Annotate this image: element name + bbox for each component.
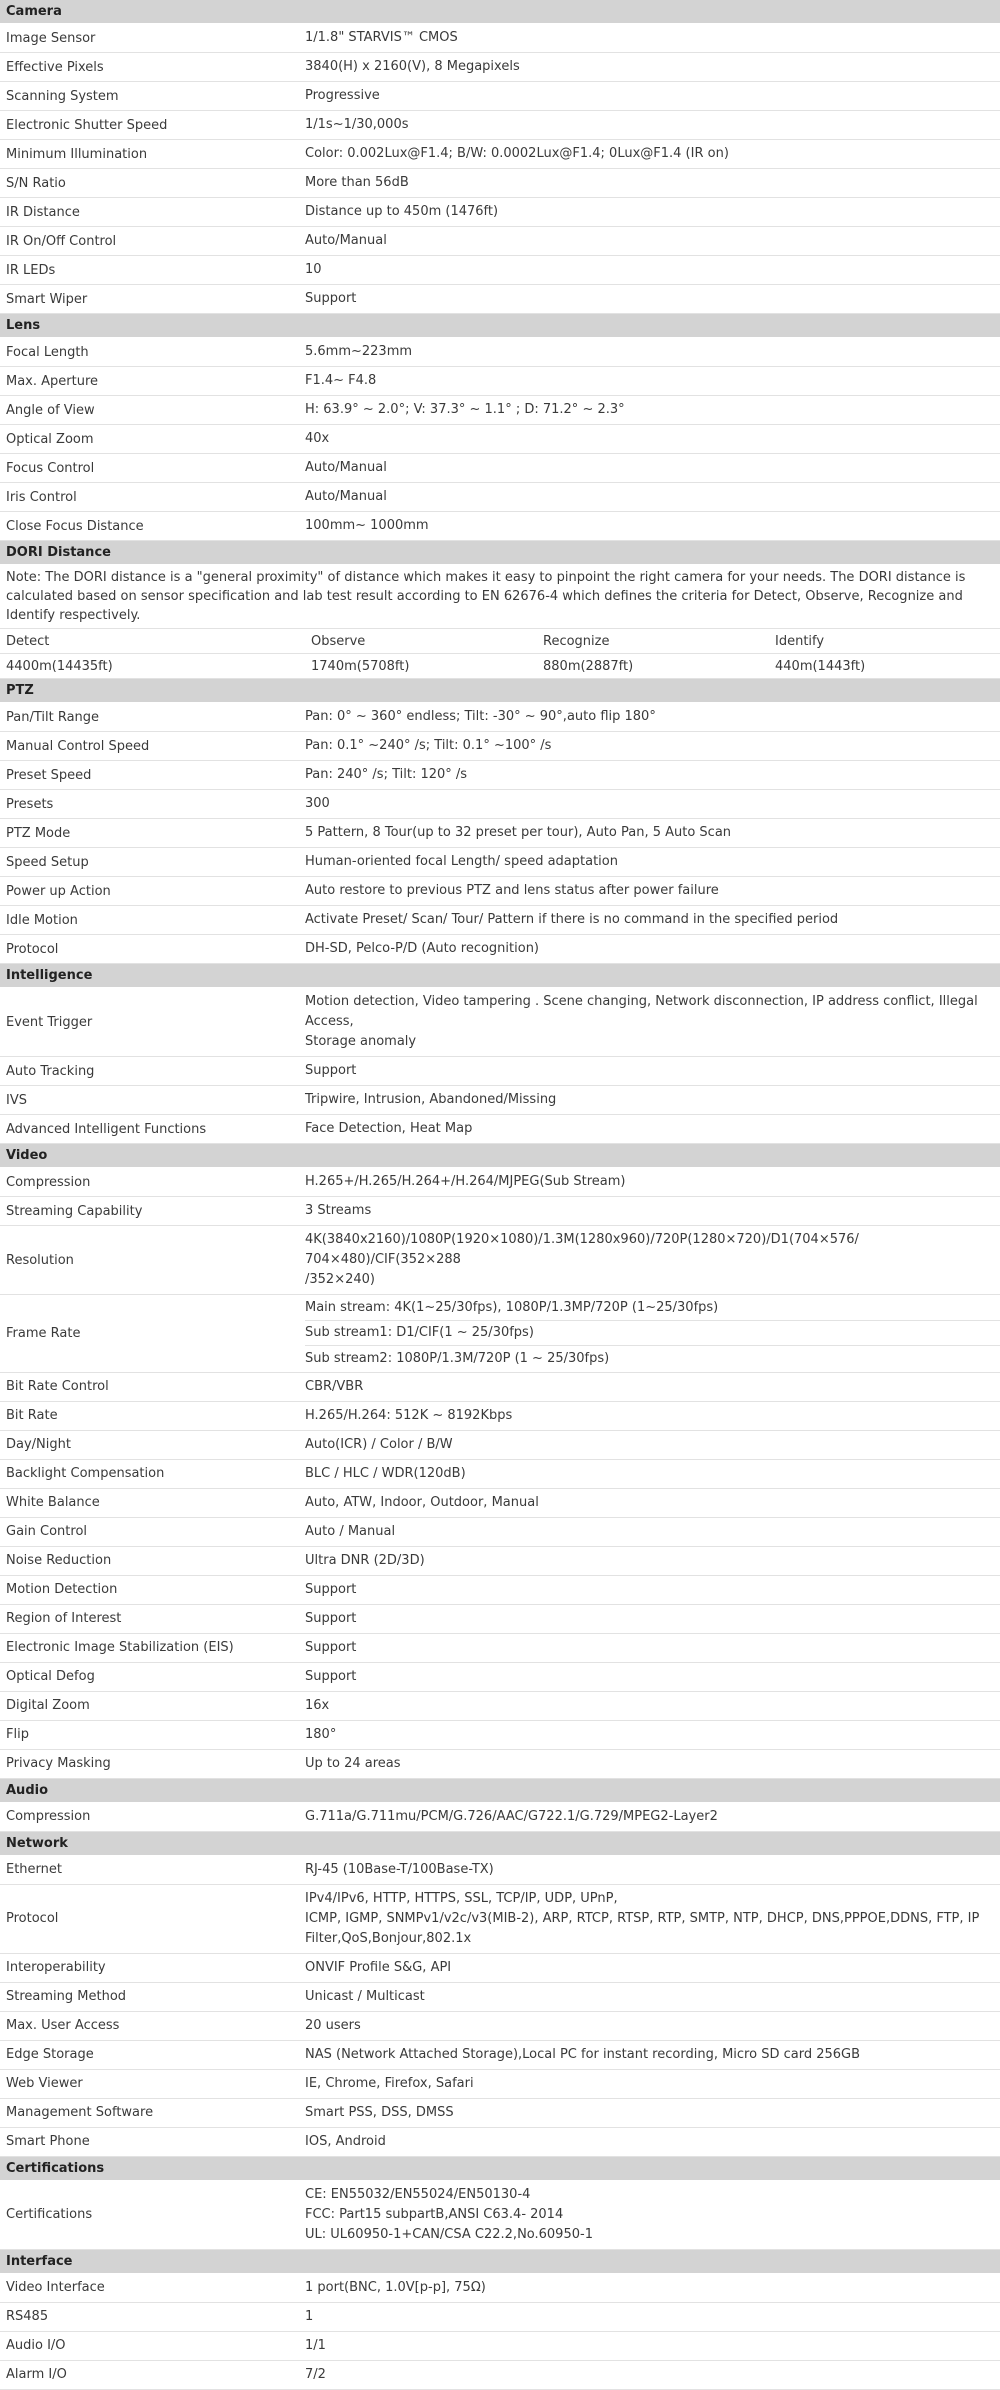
spec-row — [0, 2041, 1000, 2070]
spec-value-line: Pan: 0.1° ~240° /s; Tilt: 0.1° ~100° /s — [305, 738, 552, 753]
spec-row — [0, 2181, 1000, 2250]
spec-value — [305, 2099, 1000, 2127]
spec-row — [0, 2099, 1000, 2128]
spec-value-line: FCC: Part15 subpartB,ANSI C63.4- 2014 — [305, 2206, 564, 2222]
spec-label: Speed Setup — [6, 854, 89, 870]
spec-value-line: BLC / HLC / WDR(120dB) — [305, 1465, 466, 1481]
spec-label: Day/Night — [6, 1437, 71, 1452]
spec-label: Noise Reduction — [6, 1553, 112, 1568]
spec-value-line: Filter,QoS,Bonjour,802.1x — [305, 1930, 472, 1946]
spec-label: S/N Ratio — [6, 175, 66, 191]
spec-label: Idle Motion — [6, 912, 78, 928]
spec-row — [0, 111, 1000, 140]
spec-value-line: IOS, Android — [305, 2133, 386, 2149]
spec-label: Interoperability — [6, 1960, 106, 1975]
spec-value-line: 3840(H) x 2160(V), 8 Megapixels — [305, 59, 520, 74]
spec-value — [305, 285, 1000, 313]
spec-row — [0, 988, 1000, 1057]
spec-label: IR On/Off Control — [6, 233, 117, 249]
spec-value-line: Pan: 0° ~ 360° endless; Tilt: -30° ~ 90°,auto flip 180° — [305, 709, 656, 724]
spec-value-line: More than 56dB — [305, 175, 409, 190]
spec-value — [305, 256, 1000, 284]
spec-row — [0, 703, 1000, 732]
spec-label: Preset Speed — [6, 767, 92, 783]
spec-label: Ethernet — [6, 1862, 62, 1877]
spec-value — [305, 1373, 1000, 1401]
spec-row — [0, 169, 1000, 198]
spec-value-line: CBR/VBR — [305, 1378, 364, 1394]
spec-label: Web Viewer — [6, 2076, 83, 2091]
spec-value — [305, 2128, 1000, 2156]
spec-label: Max. User Access — [6, 2018, 120, 2033]
dori-cell: 1740m(5708ft) — [311, 658, 410, 674]
spec-label: Auto Tracking — [6, 1063, 95, 1079]
spec-label: Audio I/O — [6, 2338, 66, 2353]
spec-value — [305, 1954, 1000, 1982]
spec-label: RS485 — [6, 2309, 49, 2324]
spec-label: Frame Rate — [6, 1325, 81, 1341]
spec-value-line: Auto/Manual — [305, 460, 387, 475]
section-header: DORI Distance — [0, 541, 1000, 565]
spec-value — [305, 1518, 1000, 1546]
spec-value-line: Storage anomaly — [305, 1034, 417, 1049]
spec-label: Alarm I/O — [6, 2367, 67, 2382]
section-header: PTZ — [0, 679, 1000, 703]
spec-value — [305, 1547, 1000, 1575]
spec-row-frame-rate — [0, 1295, 1000, 1373]
spec-value-line: 20 users — [305, 2017, 361, 2033]
spec-row — [0, 1750, 1000, 1779]
frame-rate-line: Sub stream1: D1/CIF(1 ~ 25/30fps) — [305, 1321, 1000, 1347]
spec-label: Effective Pixels — [6, 59, 104, 75]
spec-label: Event Trigger — [6, 1014, 93, 1030]
spec-value — [305, 198, 1000, 226]
spec-row — [0, 1856, 1000, 1885]
spec-label: IR LEDs — [6, 262, 56, 278]
spec-row — [0, 1721, 1000, 1750]
spec-label: Compression — [6, 1809, 91, 1824]
spec-value — [305, 82, 1000, 110]
spec-value-line: Support — [305, 1610, 357, 1626]
spec-value — [305, 512, 1000, 540]
spec-value-line: /352×240) — [305, 1272, 375, 1287]
spec-row — [0, 2128, 1000, 2157]
section-header: Network — [0, 1832, 1000, 1856]
spec-value — [305, 1489, 1000, 1517]
spec-row — [0, 24, 1000, 53]
spec-value-line: 40x — [305, 431, 330, 446]
spec-label: Smart Wiper — [6, 291, 88, 307]
spec-label: Focal Length — [6, 344, 89, 360]
spec-row — [0, 1605, 1000, 1634]
spec-value-line: Activate Preset/ Scan/ Tour/ Pattern if there is no command in the specified period — [305, 912, 839, 927]
spec-value-line: 180° — [305, 1726, 337, 1742]
spec-value-line: Motion detection, Video tampering . Scene changing, Network disconnection, IP address conflict, Illegal Access, — [305, 994, 978, 1029]
spec-value — [305, 483, 1000, 511]
spec-value-line: F1.4~ F4.8 — [305, 373, 377, 388]
spec-row — [0, 877, 1000, 906]
section-header: Lens — [0, 314, 1000, 338]
spec-label: Iris Control — [6, 489, 77, 505]
spec-row — [0, 1057, 1000, 1086]
spec-value-line: ICMP, IGMP, SNMPv1/v2c/v3(MIB-2), ARP, RTCP, RTSP, RTP, SMTP, NTP, DHCP, DNS,PPPOE,DDNS, FTP, IP — [305, 1910, 980, 1926]
spec-row — [0, 425, 1000, 454]
spec-label: Presets — [6, 796, 54, 812]
spec-value — [305, 1856, 1000, 1884]
spec-row — [0, 1576, 1000, 1605]
spec-label: Management Software — [6, 2105, 154, 2120]
spec-value-line: Distance up to 450m (1476ft) — [305, 204, 499, 219]
spec-value-line: 1 port(BNC, 1.0V[p-p], 75Ω) — [305, 2279, 486, 2295]
frame-rate-line: Sub stream2: 1080P/1.3M/720P (1 ~ 25/30fps) — [305, 1351, 610, 1367]
spec-value-line: Unicast / Multicast — [305, 1988, 425, 2004]
spec-label: Bit Rate — [6, 1408, 58, 1423]
spec-value-line: 1/1s~1/30,000s — [305, 117, 409, 132]
spec-label: Scanning System — [6, 88, 119, 104]
dori-cell: 440m(1443ft) — [775, 658, 866, 674]
spec-value — [305, 1634, 1000, 1662]
spec-value-line: NAS (Network Attached Storage),Local PC for instant recording, Micro SD card 256GB — [305, 2046, 861, 2062]
spec-value — [305, 227, 1000, 255]
spec-row — [0, 1086, 1000, 1115]
spec-row — [0, 1373, 1000, 1402]
spec-label: Max. Aperture — [6, 373, 99, 389]
spec-value — [305, 1721, 1000, 1749]
spec-value-line: 5 Pattern, 8 Tour(up to 32 preset per tour), Auto Pan, 5 Auto Scan — [305, 825, 732, 840]
spec-value-line: G.711a/G.711mu/PCM/G.726/AAC/G722.1/G.729/MPEG2-Layer2 — [305, 1808, 718, 1824]
spec-value — [305, 1605, 1000, 1633]
spec-label: IVS — [6, 1092, 27, 1108]
spec-label: Smart Phone — [6, 2134, 90, 2149]
spec-value — [305, 338, 1000, 366]
spec-value-line: Support — [305, 1063, 357, 1078]
spec-value — [305, 1663, 1000, 1691]
spec-value — [305, 1431, 1000, 1459]
spec-label: PTZ Mode — [6, 825, 71, 841]
spec-value — [305, 396, 1000, 424]
spec-value — [305, 1983, 1000, 2011]
frame-rate-values — [305, 1295, 1000, 1372]
spec-row — [0, 761, 1000, 790]
spec-row — [0, 1460, 1000, 1489]
spec-label: Privacy Masking — [6, 1756, 111, 1771]
spec-row — [0, 790, 1000, 819]
spec-value — [305, 1402, 1000, 1430]
spec-row — [0, 338, 1000, 367]
spec-value-line: IPv4/IPv6, HTTP, HTTPS, SSL, TCP/IP, UDP, UPnP, — [305, 1890, 618, 1906]
spec-value — [305, 1885, 1000, 1953]
spec-value-line: Support — [305, 1668, 357, 1684]
spec-row — [0, 1983, 1000, 2012]
spec-label: Electronic Shutter Speed — [6, 117, 168, 133]
spec-row — [0, 2070, 1000, 2099]
spec-label: Streaming Method — [6, 1989, 127, 2004]
spec-label: Motion Detection — [6, 1582, 118, 1597]
dori-cell: Recognize — [543, 633, 610, 649]
spec-value-line: 100mm~ 1000mm — [305, 518, 429, 533]
spec-row — [0, 1197, 1000, 1226]
spec-value-line: Auto/Manual — [305, 489, 387, 504]
spec-value-line: Auto restore to previous PTZ and lens status after power failure — [305, 883, 719, 898]
spec-value — [305, 53, 1000, 81]
spec-row — [0, 1547, 1000, 1576]
spec-label: Manual Control Speed — [6, 738, 150, 754]
spec-value — [305, 988, 1000, 1056]
dori-cell: Identify — [775, 633, 825, 649]
spec-row — [0, 198, 1000, 227]
spec-row — [0, 53, 1000, 82]
spec-label: Protocol — [6, 941, 59, 957]
spec-value-line: 5.6mm~223mm — [305, 344, 413, 359]
spec-value-line: H.265+/H.265/H.264+/H.264/MJPEG(Sub Stream) — [305, 1174, 626, 1189]
spec-value-line: 3 Streams — [305, 1203, 372, 1218]
spec-label: Close Focus Distance — [6, 518, 144, 534]
spec-value — [305, 1168, 1000, 1196]
spec-value-line: 16x — [305, 1697, 330, 1713]
spec-value-line: Auto, ATW, Indoor, Outdoor, Manual — [305, 1494, 539, 1510]
spec-row — [0, 935, 1000, 964]
section-header: Intelligence — [0, 964, 1000, 988]
spec-label: IR Distance — [6, 204, 80, 220]
spec-value-line: Auto(ICR) / Color / B/W — [305, 1436, 453, 1452]
spec-label: Resolution — [6, 1252, 74, 1268]
spec-label: Focus Control — [6, 460, 95, 476]
spec-value-line: DH-SD, Pelco-P/D (Auto recognition) — [305, 941, 540, 956]
spec-value — [305, 2041, 1000, 2069]
spec-value — [305, 732, 1000, 760]
spec-value-line: IE, Chrome, Firefox, Safari — [305, 2075, 474, 2091]
spec-row — [0, 1692, 1000, 1721]
spec-value — [305, 703, 1000, 731]
spec-row — [0, 1402, 1000, 1431]
spec-value-line: Auto/Manual — [305, 233, 387, 248]
spec-label: White Balance — [6, 1495, 100, 1510]
spec-value-line: 4K(3840x2160)/1080P(1920×1080)/1.3M(1280x960)/720P(1280×720)/D1(704×576/ 704×480)/CIF(352×288 — [305, 1232, 859, 1267]
spec-value — [305, 2274, 1000, 2302]
spec-value-line: 1/1 — [305, 2337, 326, 2353]
spec-value-line: Ultra DNR (2D/3D) — [305, 1552, 425, 1568]
spec-label: Certifications — [6, 2207, 93, 2222]
spec-row — [0, 227, 1000, 256]
spec-row — [0, 396, 1000, 425]
spec-value — [305, 367, 1000, 395]
spec-value — [305, 1086, 1000, 1114]
spec-row — [0, 1431, 1000, 1460]
spec-value-line: ONVIF Profile S&G, API — [305, 1959, 452, 1975]
spec-row — [0, 2303, 1000, 2332]
spec-row — [0, 1115, 1000, 1144]
spec-value-line: Up to 24 areas — [305, 1755, 401, 1771]
spec-value-line: Face Detection, Heat Map — [305, 1121, 473, 1136]
spec-value — [305, 1576, 1000, 1604]
spec-row — [0, 82, 1000, 111]
spec-row — [0, 512, 1000, 541]
spec-value-line: Human-oriented focal Length/ speed adaptation — [305, 854, 618, 869]
section-header: Certifications — [0, 2157, 1000, 2181]
spec-row — [0, 1803, 1000, 1832]
spec-row — [0, 140, 1000, 169]
spec-value-line: 300 — [305, 796, 330, 811]
spec-value — [305, 2070, 1000, 2098]
spec-value — [305, 2181, 1000, 2249]
spec-row — [0, 454, 1000, 483]
spec-value — [305, 454, 1000, 482]
section-header: Video — [0, 1144, 1000, 1168]
spec-value — [305, 1460, 1000, 1488]
spec-label: Compression — [6, 1174, 91, 1190]
spec-label: Video Interface — [6, 2280, 105, 2295]
spec-row — [0, 848, 1000, 877]
spec-value-line: Support — [305, 1581, 357, 1597]
spec-value — [305, 2012, 1000, 2040]
spec-label: Pan/Tilt Range — [6, 709, 100, 725]
spec-value-line: Support — [305, 1639, 357, 1655]
spec-row — [0, 819, 1000, 848]
spec-value — [305, 1750, 1000, 1778]
spec-value — [305, 761, 1000, 789]
spec-row — [0, 285, 1000, 314]
section-header: Audio — [0, 1779, 1000, 1803]
spec-row — [0, 906, 1000, 935]
spec-label: Angle of View — [6, 402, 95, 418]
spec-value — [305, 169, 1000, 197]
spec-value — [305, 1115, 1000, 1143]
spec-label: Minimum Illumination — [6, 146, 148, 162]
spec-value-line: UL: UL60950-1+CAN/CSA C22.2,No.60950-1 — [305, 2226, 593, 2242]
spec-label: Digital Zoom — [6, 1698, 90, 1713]
spec-label: Edge Storage — [6, 2047, 94, 2062]
spec-value-line: 7/2 — [305, 2366, 326, 2382]
spec-value — [305, 906, 1000, 934]
spec-label: Region of Interest — [6, 1611, 122, 1626]
dori-headers-row — [0, 629, 1000, 654]
spec-value-line: RJ-45 (10Base-T/100Base-TX) — [305, 1861, 494, 1877]
spec-value — [305, 140, 1000, 168]
spec-value-line: CE: EN55032/EN55024/EN50130-4 — [305, 2186, 531, 2202]
spec-value-line: Tripwire, Intrusion, Abandoned/Missing — [305, 1092, 557, 1107]
spec-row — [0, 2332, 1000, 2361]
spec-row — [0, 367, 1000, 396]
spec-value — [305, 2332, 1000, 2360]
dori-cell: 880m(2887ft) — [543, 658, 634, 674]
spec-value-line: H: 63.9° ~ 2.0°; V: 37.3° ~ 1.1° ; D: 71.2° ~ 2.3° — [305, 402, 625, 417]
spec-row — [0, 1663, 1000, 1692]
spec-label: Optical Zoom — [6, 431, 94, 447]
spec-value — [305, 1226, 1000, 1294]
spec-value — [305, 111, 1000, 139]
spec-label: Image Sensor — [6, 30, 96, 46]
spec-value-line: 1 — [305, 2308, 314, 2324]
dori-cell: Observe — [311, 633, 366, 649]
spec-row — [0, 1168, 1000, 1197]
spec-value — [305, 2303, 1000, 2331]
spec-value-line: Support — [305, 291, 357, 306]
spec-row — [0, 1954, 1000, 1983]
frame-rate-line: Main stream: 4K(1~25/30fps), 1080P/1.3MP/720P (1~25/30fps) — [305, 1295, 1000, 1321]
spec-value-line: Pan: 240° /s; Tilt: 120° /s — [305, 767, 468, 782]
spec-value-line: Auto / Manual — [305, 1523, 396, 1539]
spec-label: Advanced Intelligent Functions — [6, 1121, 207, 1137]
spec-value — [305, 1197, 1000, 1225]
spec-label: Protocol — [6, 1911, 59, 1926]
spec-value — [305, 1692, 1000, 1720]
spec-value — [305, 877, 1000, 905]
spec-row — [0, 732, 1000, 761]
spec-label: Backlight Compensation — [6, 1466, 165, 1481]
dori-cell: 4400m(14435ft) — [6, 658, 113, 674]
spec-value — [305, 935, 1000, 963]
spec-value — [305, 24, 1000, 52]
dori-cell: Detect — [6, 633, 50, 649]
spec-label: Electronic Image Stabilization (EIS) — [6, 1640, 234, 1655]
spec-value — [305, 790, 1000, 818]
spec-value-line: 1/1.8" STARVIS™ CMOS — [305, 30, 458, 45]
spec-label: Bit Rate Control — [6, 1379, 109, 1394]
section-header: Interface — [0, 2250, 1000, 2274]
spec-value-line: Progressive — [305, 88, 380, 103]
spec-row — [0, 2274, 1000, 2303]
spec-value — [305, 425, 1000, 453]
spec-value — [305, 2361, 1000, 2389]
spec-value-line: Smart PSS, DSS, DMSS — [305, 2104, 454, 2120]
spec-row — [0, 1518, 1000, 1547]
spec-row — [0, 1489, 1000, 1518]
dori-values-row — [0, 654, 1000, 679]
spec-label: Gain Control — [6, 1524, 88, 1539]
spec-row — [0, 1226, 1000, 1295]
spec-row — [0, 256, 1000, 285]
spec-value — [305, 1803, 1000, 1831]
spec-label: Optical Defog — [6, 1669, 95, 1684]
dori-note: Note: The DORI distance is a "general proximity" of distance which makes it easy to pinpoint the right camera for your needs. The DORI distance is calculated based on sensor specification and lab test result according to EN 62676-4 which defines the criteria for Detect, Observe, Recognize and Identify respectively. — [0, 565, 1000, 629]
spec-value — [305, 1057, 1000, 1085]
spec-value-line: H.265/H.264: 512K ~ 8192Kbps — [305, 1407, 513, 1423]
spec-row — [0, 2361, 1000, 2390]
spec-value — [305, 848, 1000, 876]
spec-value — [305, 819, 1000, 847]
spec-value-line: 10 — [305, 262, 322, 277]
spec-row — [0, 1634, 1000, 1663]
spec-label: Power up Action — [6, 883, 111, 899]
spec-row — [0, 1885, 1000, 1954]
spec-label: Flip — [6, 1727, 29, 1742]
spec-row — [0, 483, 1000, 512]
spec-row — [0, 2012, 1000, 2041]
section-header: Camera — [0, 0, 1000, 24]
spec-label: Streaming Capability — [6, 1203, 143, 1219]
spec-value-line: Color: 0.002Lux@F1.4; B/W: 0.0002Lux@F1.4; 0Lux@F1.4 (IR on) — [305, 146, 729, 161]
